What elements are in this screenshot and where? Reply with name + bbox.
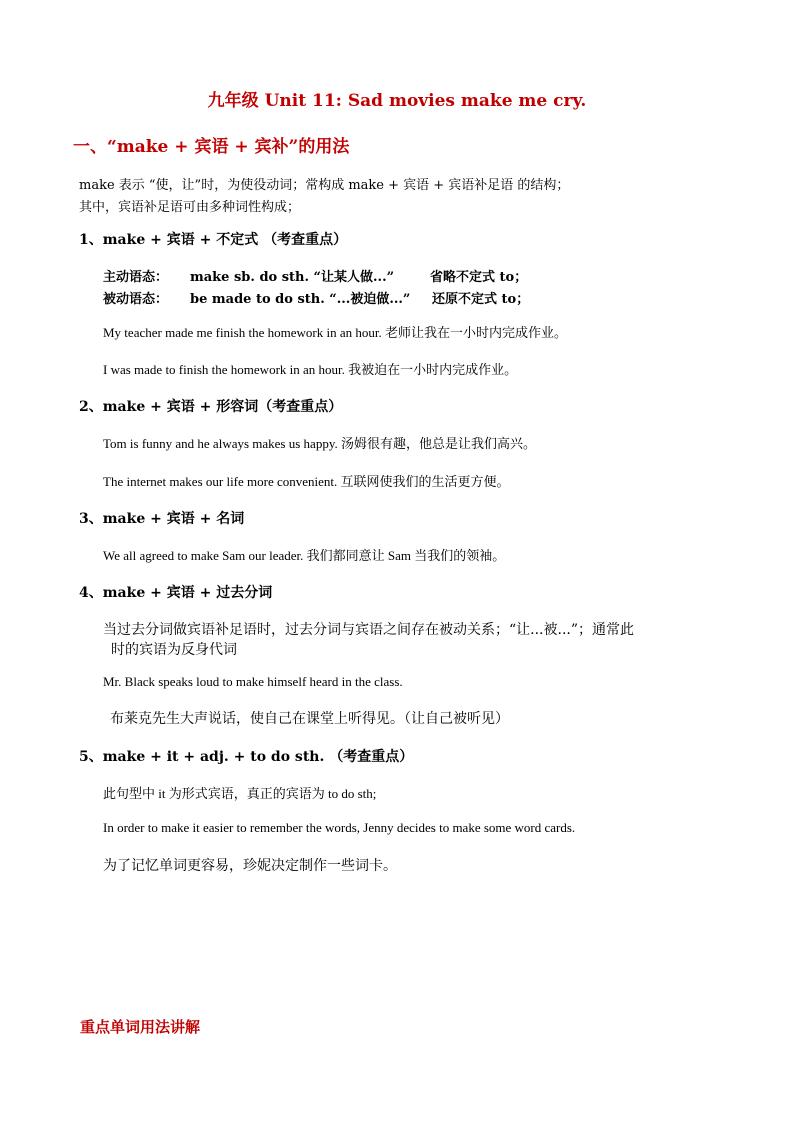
item5-heading: 5、make + it + adj. + to do sth. （考查重点）	[79, 749, 414, 765]
item2-example-1: Tom is funny and he always makes us happy. 汤姆很有趣，他总是让我们高兴。	[103, 436, 536, 451]
item5-example-zh: 为了记忆单词更容易，珍妮决定制作一些词卡。	[103, 858, 397, 874]
section-heading-key-vocabulary: 重点单词用法讲解	[80, 1018, 201, 1036]
item3-example-1: We all agreed to make Sam our leader. 我们都同意让 Sam 当我们的领袖。	[103, 548, 506, 563]
passive-voice-label: 被动语态：	[103, 292, 169, 307]
active-voice-pattern: make sb. do sth. “让某人做...”	[190, 270, 395, 285]
item1-example-1: My teacher made me finish the homework in an hour. 老师让我在一小时内完成作业。	[103, 325, 567, 340]
item1-example-2: I was made to finish the homework in an hour. 我被迫在一小时内完成作业。	[103, 362, 518, 377]
item2-example-2: The internet makes our life more convenient. 互联网使我们的生活更方便。	[103, 474, 510, 489]
active-voice-note: 省略不定式 to；	[430, 270, 528, 285]
item4-heading: 4、make + 宾语 + 过去分词	[79, 585, 273, 601]
passive-voice-pattern: be made to do sth. “...被迫做...”	[190, 292, 411, 307]
item3-heading: 3、make + 宾语 + 名词	[79, 511, 245, 527]
section-heading-make-object-complement: 一、“make + 宾语 + 宾补”的用法	[73, 137, 350, 157]
item4-note-line-2: 时的宾语为反身代词	[111, 642, 237, 658]
item5-example-en: In order to make it easier to remember the words, Jenny decides to make some word cards.	[103, 820, 576, 835]
active-voice-label: 主动语态：	[103, 270, 169, 285]
intro-line-1: make 表示 “使，让”时，为使役动词；常构成 make + 宾语 + 宾语补足语 的结构；	[79, 178, 570, 193]
intro-line-2: 其中，宾语补足语可由多种词性构成；	[79, 200, 301, 215]
page-title: 九年级 Unit 11: Sad movies make me cry.	[207, 91, 587, 111]
item4-note-line-1: 当过去分词做宾语补足语时，过去分词与宾语之间存在被动关系；“让...被...”；通常此	[103, 622, 635, 638]
passive-voice-note: 还原不定式 to；	[432, 292, 530, 307]
item1-heading: 1、make + 宾语 + 不定式 （考查重点）	[79, 232, 348, 248]
item4-example-en: Mr. Black speaks loud to make himself heard in the class.	[103, 674, 403, 689]
item2-heading: 2、make + 宾语 + 形容词（考查重点）	[79, 399, 343, 415]
item5-note: 此句型中 it 为形式宾语，真正的宾语为 to do sth;	[103, 786, 377, 801]
item4-example-zh: 布莱克先生大声说话，使自己在课堂上听得见。（让自己被听见）	[110, 711, 509, 727]
